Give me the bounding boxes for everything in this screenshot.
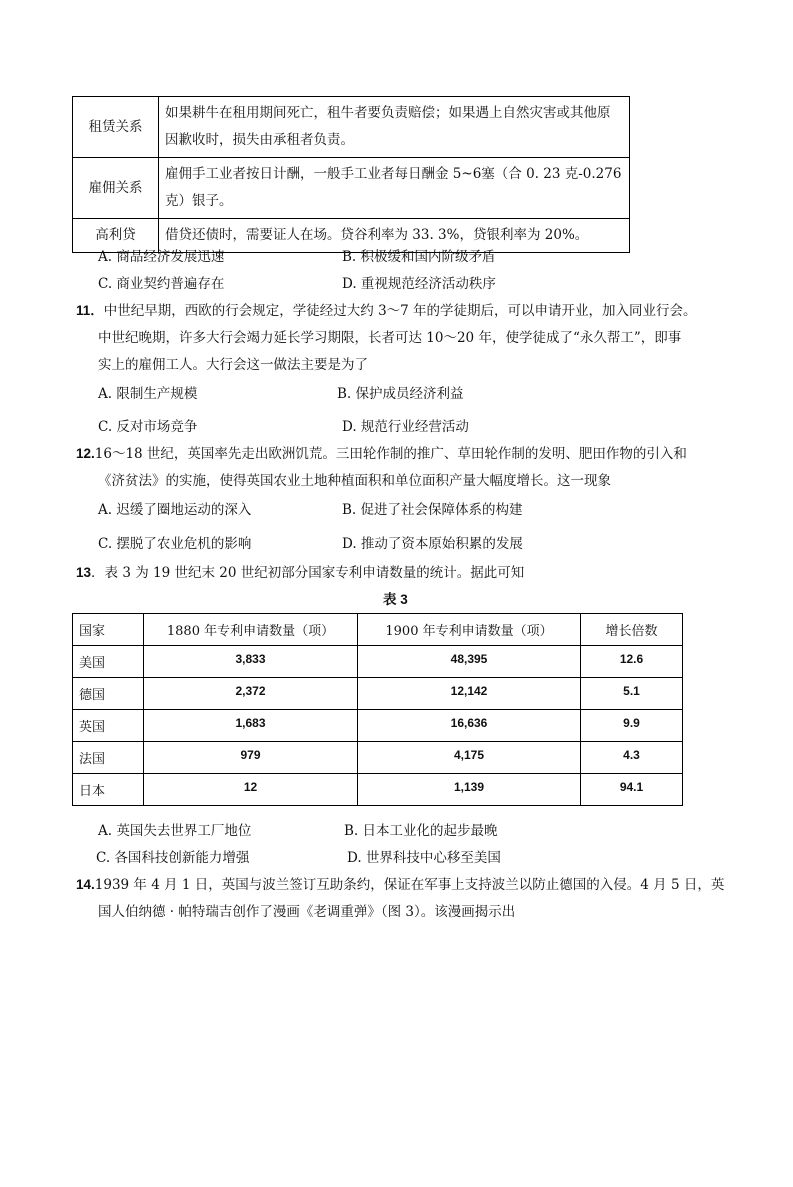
row-value: 如果耕牛在租用期间死亡，租牛者要负责赔偿；如果遇上自然灾害或其他原因歉收时，损失由承租者负责。 bbox=[159, 97, 630, 158]
q12-line2: 《济贫法》的实施，使得英国农业土地种植面积和单位面积产量大幅度增长。这一现象 bbox=[98, 473, 611, 489]
q13-option-b: B. 日本工业化的起步最晚 bbox=[344, 823, 498, 839]
country-cell: 日本 bbox=[73, 774, 144, 806]
table-row bbox=[73, 710, 683, 742]
q11-line3: 实上的雇佣工人。大行会这一做法主要是为了 bbox=[98, 357, 368, 373]
q11-option-b: B. 保护成员经济利益 bbox=[337, 386, 464, 402]
value-cell: 12,142 bbox=[358, 678, 581, 710]
q11-stem bbox=[76, 299, 697, 319]
value-cell: 94.1 bbox=[581, 774, 683, 806]
table-row bbox=[73, 646, 683, 678]
q10-option-a: A. 商品经济发展迅速 bbox=[98, 249, 225, 265]
row-value: 借贷还债时，需要证人在场。贷谷利率为 33. 3%，贷银利率为 20%。 bbox=[159, 219, 630, 253]
q13-option-a: A. 英国失去世界工厂地位 bbox=[98, 823, 252, 839]
q12-stem bbox=[76, 442, 687, 462]
q13-line1: ．表 3 为 19 世纪末 20 世纪初部分国家专利申请数量的统计。据此可知 bbox=[91, 565, 525, 581]
header-cell: 1900 年专利申请数量（项） bbox=[358, 614, 581, 646]
question-number: 12. bbox=[76, 446, 95, 461]
value-cell: 48,395 bbox=[358, 646, 581, 678]
table-row bbox=[73, 678, 683, 710]
q14-stem bbox=[76, 873, 724, 893]
q11-option-c: C. 反对市场竞争 bbox=[98, 419, 198, 435]
q12-option-c: C. 摆脱了农业危机的影响 bbox=[98, 536, 252, 552]
q10-option-c: C. 商业契约普遍存在 bbox=[98, 276, 225, 292]
row-value: 雇佣手工业者按日计酬，一般手工业者每日酬金 5~6塞（合 0. 23 克-0.276 克）银子。 bbox=[159, 158, 630, 219]
header-cell: 1880 年专利申请数量（项） bbox=[144, 614, 358, 646]
value-cell: 3,833 bbox=[144, 646, 358, 678]
table-header-row bbox=[73, 614, 683, 646]
q10-option-d: D. 重视规范经济活动秩序 bbox=[342, 276, 496, 292]
q12-option-a: A. 迟缓了圈地运动的深入 bbox=[98, 502, 252, 518]
value-cell: 1,683 bbox=[144, 710, 358, 742]
country-cell: 法国 bbox=[73, 742, 144, 774]
q12-line1: 16～18 世纪，英国率先走出欧洲饥荒。三田轮作制的推广、草田轮作制的发明、肥田作物的引入和 bbox=[94, 446, 687, 462]
table-row bbox=[73, 158, 630, 219]
q11-line1: 中世纪早期，西欧的行会规定，学徒经过大约 3～7 年的学徒期后，可以申请开业，加入同业行会。 bbox=[103, 303, 697, 319]
value-cell: 2,372 bbox=[144, 678, 358, 710]
country-cell: 德国 bbox=[73, 678, 144, 710]
table-row bbox=[73, 774, 683, 806]
value-cell: 16,636 bbox=[358, 710, 581, 742]
q13-option-c: C. 各国科技创新能力增强 bbox=[96, 850, 250, 866]
q11-option-a: A. 限制生产规模 bbox=[98, 386, 198, 402]
table-caption: 表 3 bbox=[383, 592, 408, 607]
q13-stem bbox=[76, 561, 524, 581]
q13-option-d: D. 世界科技中心移至美国 bbox=[347, 850, 501, 866]
value-cell: 979 bbox=[144, 742, 358, 774]
patent-table bbox=[72, 613, 683, 806]
table-row bbox=[73, 742, 683, 774]
country-cell: 美国 bbox=[73, 646, 144, 678]
header-cell: 增长倍数 bbox=[581, 614, 683, 646]
value-cell: 4,175 bbox=[358, 742, 581, 774]
country-cell: 英国 bbox=[73, 710, 144, 742]
contract-table bbox=[72, 96, 630, 253]
row-key: 租赁关系 bbox=[73, 97, 159, 158]
table-row bbox=[73, 97, 630, 158]
value-cell: 9.9 bbox=[581, 710, 683, 742]
row-key: 高利贷 bbox=[73, 219, 159, 253]
value-cell: 1,139 bbox=[358, 774, 581, 806]
q10-option-b: B. 积极缓和国内阶级矛盾 bbox=[342, 249, 496, 265]
question-number: 14. bbox=[76, 877, 95, 892]
value-cell: 4.3 bbox=[581, 742, 683, 774]
row-key: 雇佣关系 bbox=[73, 158, 159, 219]
header-cell: 国家 bbox=[73, 614, 144, 646]
q11-line2: 中世纪晚期，许多大行会竭力延长学习期限，长者可达 10～20 年，使学徒成了“永久帮工”，即事 bbox=[98, 330, 682, 346]
q11-option-d: D. 规范行业经营活动 bbox=[342, 419, 469, 435]
question-number: 11． bbox=[76, 303, 104, 318]
value-cell: 5.1 bbox=[581, 678, 683, 710]
q14-line1: 1939 年 4 月 1 日，英国与波兰签订互助条约，保证在军事上支持波兰以防止德国的入侵。4 月 5 日，英 bbox=[94, 877, 725, 893]
value-cell: 12.6 bbox=[581, 646, 683, 678]
question-number: 13 bbox=[76, 565, 92, 580]
q12-option-b: B. 促进了社会保障体系的构建 bbox=[342, 502, 523, 518]
q12-option-d: D. 推动了资本原始积累的发展 bbox=[342, 536, 523, 552]
q14-line2: 国人伯纳德 · 帕特瑞吉创作了漫画《老调重弹》（图 3）。该漫画揭示出 bbox=[98, 904, 516, 920]
value-cell: 12 bbox=[144, 774, 358, 806]
